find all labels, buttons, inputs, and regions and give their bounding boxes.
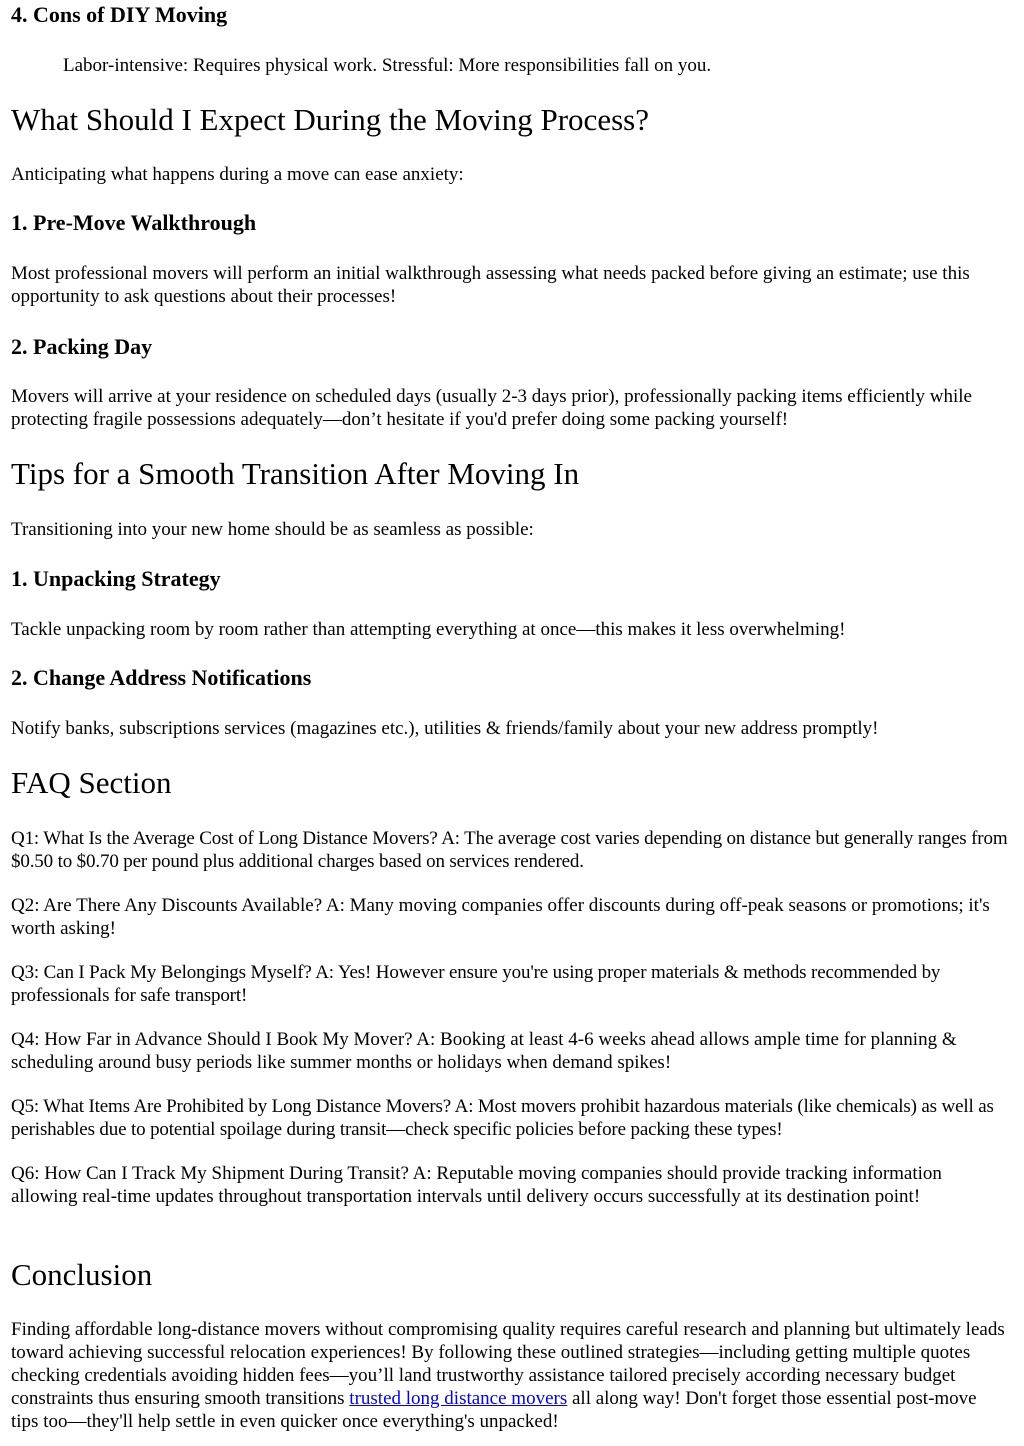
conclusion-heading: Conclusion (11, 1257, 153, 1292)
address-heading: 2. Change Address Notifications (11, 665, 312, 690)
tips-intro: Transitioning into your new home should be as seamless as possible: (11, 519, 534, 540)
faq-item-q6: Q6: How Can I Track My Shipment During Transit? A: Reputable moving companies should provide tracking information allowing real-time updates throughout transportation intervals until delivery occurs successfully at its destination point! (11, 1163, 942, 1207)
cons-text: Labor-intensive: Requires physical work. Stressful: More responsibilities fall on you. (63, 55, 712, 76)
unpacking-text: Tackle unpacking room by room rather than attempting everything at once—this makes it less overwhelming! (11, 619, 846, 640)
cons-heading: 4. Cons of DIY Moving (11, 2, 228, 27)
faq-heading: FAQ Section (11, 765, 172, 800)
walkthrough-heading: 1. Pre-Move Walkthrough (11, 210, 257, 235)
faq-item-q1: Q1: What Is the Average Cost of Long Distance Movers? A: The average cost varies depending on distance but generally ranges from $0.50 to $0.70 per pound plus additional charges based on services rendered. (11, 828, 1008, 872)
faq-item-q4: Q4: How Far in Advance Should I Book My Mover? A: Booking at least 4-6 weeks ahead allows ample time for planning & scheduling around busy periods like summer months or holidays when demand spikes! (11, 1029, 957, 1073)
packing-text: Movers will arrive at your residence on scheduled days (usually 2-3 days prior), professionally packing items efficiently while protecting fragile possessions adequately—don’t hesitate if you'd prefer doing some packing yourself! (11, 386, 972, 430)
expect-intro: Anticipating what happens during a move can ease anxiety: (11, 164, 464, 185)
conclusion-text (11, 1318, 1006, 1433)
tips-heading: Tips for a Smooth Transition After Moving In (11, 456, 580, 491)
expect-heading: What Should I Expect During the Moving Process? (11, 102, 649, 137)
faq-item-q5: Q5: What Items Are Prohibited by Long Distance Movers? A: Most movers prohibit hazardous materials (like chemicals) as well as perishables due to potential spoilage during transit—check specific policies before packing these types! (11, 1096, 994, 1140)
conclusion-text-after: all along way! Don't forget those essential post-move tips too—they'll help settle in even quicker once everything's unpacked! (11, 1388, 977, 1432)
walkthrough-text: Most professional movers will perform an initial walkthrough assessing what needs packed before giving an estimate; use this opportunity to ask questions about their processes! (11, 263, 970, 307)
unpacking-heading: 1. Unpacking Strategy (11, 566, 221, 591)
packing-heading: 2. Packing Day (11, 334, 153, 359)
conclusion-text-before: Finding affordable long-distance movers without compromising quality requires careful research and planning but ultimately leads toward achieving successful relocation experiences! By following these outlined strategies—including getting multiple quotes checking credentials avoiding hidden fees—you’ll land trustworthy assistance tailored precisely according necessary budget constraints thus ensuring smooth transitions (11, 1319, 1005, 1409)
faq-item-q2: Q2: Are There Any Discounts Available? A: Many moving companies offer discounts during off-peak seasons or promotions; it's worth asking! (11, 895, 990, 939)
faq-item-q3: Q3: Can I Pack My Belongings Myself? A: Yes! However ensure you're using proper materials & methods recommended by professionals for safe transport! (11, 962, 941, 1006)
address-text: Notify banks, subscriptions services (magazines etc.), utilities & friends/family about your new address promptly! (11, 718, 879, 739)
trusted-movers-link[interactable]: trusted long distance movers (349, 1388, 568, 1409)
